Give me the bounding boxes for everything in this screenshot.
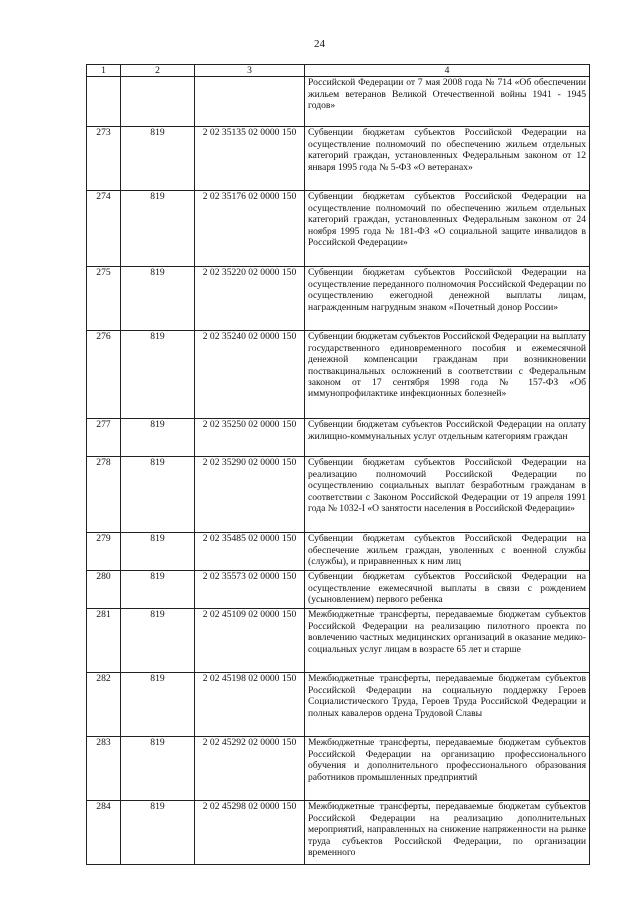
row-number-cell: 277 [87, 419, 121, 457]
row-number-cell: 279 [87, 533, 121, 571]
header-col-1: 1 [87, 65, 121, 77]
table-row [87, 571, 590, 609]
table-row [87, 533, 590, 571]
budget-code-cell: 2 02 35573 02 0000 150 [195, 571, 305, 609]
budget-code-cell: 2 02 35135 02 0000 150 [195, 127, 305, 191]
description-cell: Субвенции бюджетам субъектов Российской Федерации на оплату жилищно-коммунальных услуг отдельным категориям граждан [305, 419, 590, 457]
budget-codes-table [86, 64, 590, 865]
header-col-4: 4 [305, 65, 590, 77]
budget-code-cell: 2 02 45109 02 0000 150 [195, 609, 305, 673]
header-col-3: 3 [195, 65, 305, 77]
description-cell: Субвенции бюджетам субъектов Российской Федерации на осуществление ежемесячной выплаты в связи с рождением (усыновлением) первого ребенка [305, 571, 590, 609]
description-cell: Субвенции бюджетам субъектов Российской Федерации на осуществление полномочий по обеспечению жильем отдельных категорий граждан, установленных Федеральным законом от 24 ноября 1995 года № 181-ФЗ «О социальной защите инвалидов в Российской Федерации» [305, 191, 590, 267]
table-row [87, 267, 590, 331]
admin-code-cell: 819 [121, 737, 195, 801]
table-row [87, 331, 590, 419]
page-number: 24 [314, 38, 325, 50]
description-cell: Субвенции бюджетам субъектов Российской Федерации на осуществление полномочий по обеспечению жильем отдельных категорий граждан, установленных Федеральным законом от 12 января 1995 года № 5-ФЗ «О ветеранах» [305, 127, 590, 191]
budget-code-cell: 2 02 45298 02 0000 150 [195, 801, 305, 865]
table-row [87, 191, 590, 267]
table-row [87, 737, 590, 801]
admin-code-cell: 819 [121, 331, 195, 419]
table-row [87, 77, 590, 127]
admin-code-cell: 819 [121, 609, 195, 673]
admin-code-cell: 819 [121, 191, 195, 267]
admin-code-cell: 819 [121, 571, 195, 609]
admin-code-cell [121, 77, 195, 127]
budget-code-cell: 2 02 35250 02 0000 150 [195, 419, 305, 457]
header-col-2: 2 [121, 65, 195, 77]
row-number-cell: 280 [87, 571, 121, 609]
budget-code-cell [195, 77, 305, 127]
admin-code-cell: 819 [121, 127, 195, 191]
table-row [87, 801, 590, 865]
budget-code-cell: 2 02 35240 02 0000 150 [195, 331, 305, 419]
table-row [87, 457, 590, 533]
admin-code-cell: 819 [121, 801, 195, 865]
description-cell: Российской Федерации от 7 мая 2008 года № 714 «Об обеспечении жильем ветеранов Великой Отечественной войны 1941 - 1945 годов» [305, 77, 590, 127]
table-row [87, 673, 590, 737]
admin-code-cell: 819 [121, 533, 195, 571]
description-cell: Межбюджетные трансферты, передаваемые бюджетам субъектов Российской Федерации на социальную поддержку Героев Социалистического Труда, Героев Труда Российской Федерации и полных кавалеров ордена Трудовой Славы [305, 673, 590, 737]
row-number-cell: 278 [87, 457, 121, 533]
row-number-cell: 274 [87, 191, 121, 267]
budget-code-cell: 2 02 35485 02 0000 150 [195, 533, 305, 571]
description-cell: Межбюджетные трансферты, передаваемые бюджетам субъектов Российской Федерации на реализацию дополнительных мероприятий, направленных на снижение напряженности на рынке труда субъектов Российской Федерации, по организации временного [305, 801, 590, 865]
budget-code-cell: 2 02 35220 02 0000 150 [195, 267, 305, 331]
row-number-cell: 275 [87, 267, 121, 331]
description-cell: Межбюджетные трансферты, передаваемые бюджетам субъектов Российской Федерации на организацию профессионального обучения и дополнительного профессионального образования работников промышленных предприятий [305, 737, 590, 801]
row-number-cell: 282 [87, 673, 121, 737]
budget-code-cell: 2 02 35176 02 0000 150 [195, 191, 305, 267]
budget-code-cell: 2 02 35290 02 0000 150 [195, 457, 305, 533]
row-number-cell: 283 [87, 737, 121, 801]
table-header [87, 65, 590, 77]
table-row [87, 127, 590, 191]
description-cell: Субвенции бюджетам субъектов Российской Федерации на выплату государственного единовременного пособия и ежемесячной денежной компенсации гражданам при возникновении поствакцинальных осложнений в соответствии с Федеральным законом от 17 сентября 1998 года № 157-ФЗ «Об иммунопрофилактике инфекционных болезней» [305, 331, 590, 419]
description-cell: Субвенции бюджетам субъектов Российской Федерации на реализацию полномочий Российской Федерации по осуществлению социальных выплат безработным гражданам в соответствии с Законом Российской Федерации от 19 апреля 1991 года № 1032-I «О занятости населения в Российской Федерации» [305, 457, 590, 533]
description-cell: Субвенции бюджетам субъектов Российской Федерации на осуществление переданного полномочия Российской Федерации по осуществлению ежегодной денежной выплаты лицам, награжденным нагрудным знаком «Почетный донор России» [305, 267, 590, 331]
budget-code-cell: 2 02 45198 02 0000 150 [195, 673, 305, 737]
budget-code-cell: 2 02 45292 02 0000 150 [195, 737, 305, 801]
table-row [87, 609, 590, 673]
admin-code-cell: 819 [121, 267, 195, 331]
description-cell: Субвенции бюджетам субъектов Российской Федерации на обеспечение жильем граждан, уволенных с военной службы (службы), и приравненных к ним лиц [305, 533, 590, 571]
description-cell: Межбюджетные трансферты, передаваемые бюджетам субъектов Российской Федерации на реализацию пилотного проекта по вовлечению частных медицинских организаций в оказание медико-социальных услуг лицам в возрасте 65 лет и старше [305, 609, 590, 673]
table-body [87, 77, 590, 865]
row-number-cell: 273 [87, 127, 121, 191]
row-number-cell: 284 [87, 801, 121, 865]
row-number-cell: 281 [87, 609, 121, 673]
table-row [87, 419, 590, 457]
admin-code-cell: 819 [121, 457, 195, 533]
admin-code-cell: 819 [121, 419, 195, 457]
row-number-cell: 276 [87, 331, 121, 419]
admin-code-cell: 819 [121, 673, 195, 737]
row-number-cell [87, 77, 121, 127]
